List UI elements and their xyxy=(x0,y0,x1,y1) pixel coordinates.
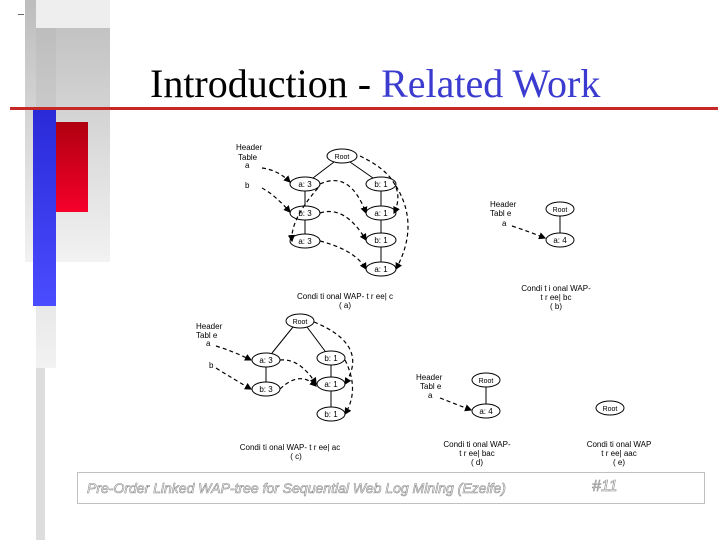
tree-b-node-1-label: a: 4 xyxy=(553,236,567,245)
tree-c xyxy=(196,314,353,461)
slide-title: Introduction - Related Work xyxy=(150,61,601,106)
tree-a-node-6-label: b: 1 xyxy=(374,236,388,245)
tree-e-caption-1: Condi ti onal WAP xyxy=(586,440,652,449)
tree-b-root-label: Root xyxy=(552,207,568,214)
tree-c-node-2-label: b: 1 xyxy=(324,354,338,363)
tree-d-header-2: Tabl e xyxy=(420,382,442,391)
tree-c-caption-2: ( c) xyxy=(290,452,302,461)
tree-a-caption-2: ( a) xyxy=(339,301,351,310)
tree-c-header-4: b xyxy=(209,361,214,370)
tree-e-caption-3: ( e) xyxy=(613,458,625,467)
tree-d-header-1: Header xyxy=(416,373,443,382)
tree-d-root-label: Root xyxy=(478,378,494,385)
tree-a-root-label: Root xyxy=(334,154,350,161)
tree-d-header-3: a xyxy=(428,391,433,400)
tree-e xyxy=(587,401,652,467)
tree-a-node-3-label: b: 3 xyxy=(298,209,312,218)
tree-e-root-label: Root xyxy=(602,406,618,413)
tree-c-node-3-label: b: 3 xyxy=(259,385,273,394)
tree-a-caption-1: Condi ti onal WAP- t r ee| c xyxy=(296,292,394,301)
tree-a xyxy=(236,143,408,310)
tree-c-header-1: Header xyxy=(196,322,223,331)
tree-d-node-1-label: a: 4 xyxy=(479,407,493,416)
tree-a-header-4: b xyxy=(245,181,250,190)
tree-b-caption-2: t r ee| bc xyxy=(540,293,572,302)
tree-a-node-5-label: a: 3 xyxy=(298,237,312,246)
tree-b-header-3: a xyxy=(502,219,507,228)
tree-a-header-2: Table xyxy=(238,153,258,162)
tree-b-caption-3: ( b) xyxy=(550,302,562,311)
tree-e-caption-2: t r ee| aac xyxy=(601,449,637,458)
tree-b-caption-1: Condi t i onal WAP- xyxy=(521,284,591,293)
tree-b xyxy=(490,200,591,311)
tree-a-header-3: a xyxy=(245,161,250,170)
tree-d-caption-3: ( d) xyxy=(471,458,483,467)
tree-a-node-4-label: a: 1 xyxy=(374,209,388,218)
tree-d-caption-1: Condi ti onal WAP- xyxy=(443,440,511,449)
tree-a-node-2-label: b: 1 xyxy=(374,180,388,189)
tree-c-caption-1: Condi ti onal WAP- t r ee| ac xyxy=(239,443,341,452)
tree-c-node-4-label: a: 1 xyxy=(324,380,338,389)
footer-title: Pre-Order Linked WAP-tree for Sequential Web Log Mining (Ezeife) xyxy=(87,480,506,496)
tree-d-caption-2: t r ee| bac xyxy=(459,449,495,458)
tree-b-header-2: Tabl e xyxy=(490,209,512,218)
slide-number: #11 xyxy=(592,478,618,495)
tree-c-header-2: Tabl e xyxy=(196,331,218,340)
tree-c-root-label: Root xyxy=(292,319,308,326)
tree-a-node-7-label: a: 1 xyxy=(374,265,388,274)
tree-c-node-1-label: a: 3 xyxy=(259,356,273,365)
tree-a-node-1-label: a: 3 xyxy=(298,180,312,189)
tree-c-node-5-label: b: 1 xyxy=(324,410,338,419)
tree-a-header-1: Header xyxy=(236,143,263,152)
tree-c-header-3: a xyxy=(206,339,211,348)
tree-b-header-1: Header xyxy=(490,200,517,209)
tree-d xyxy=(416,373,511,467)
